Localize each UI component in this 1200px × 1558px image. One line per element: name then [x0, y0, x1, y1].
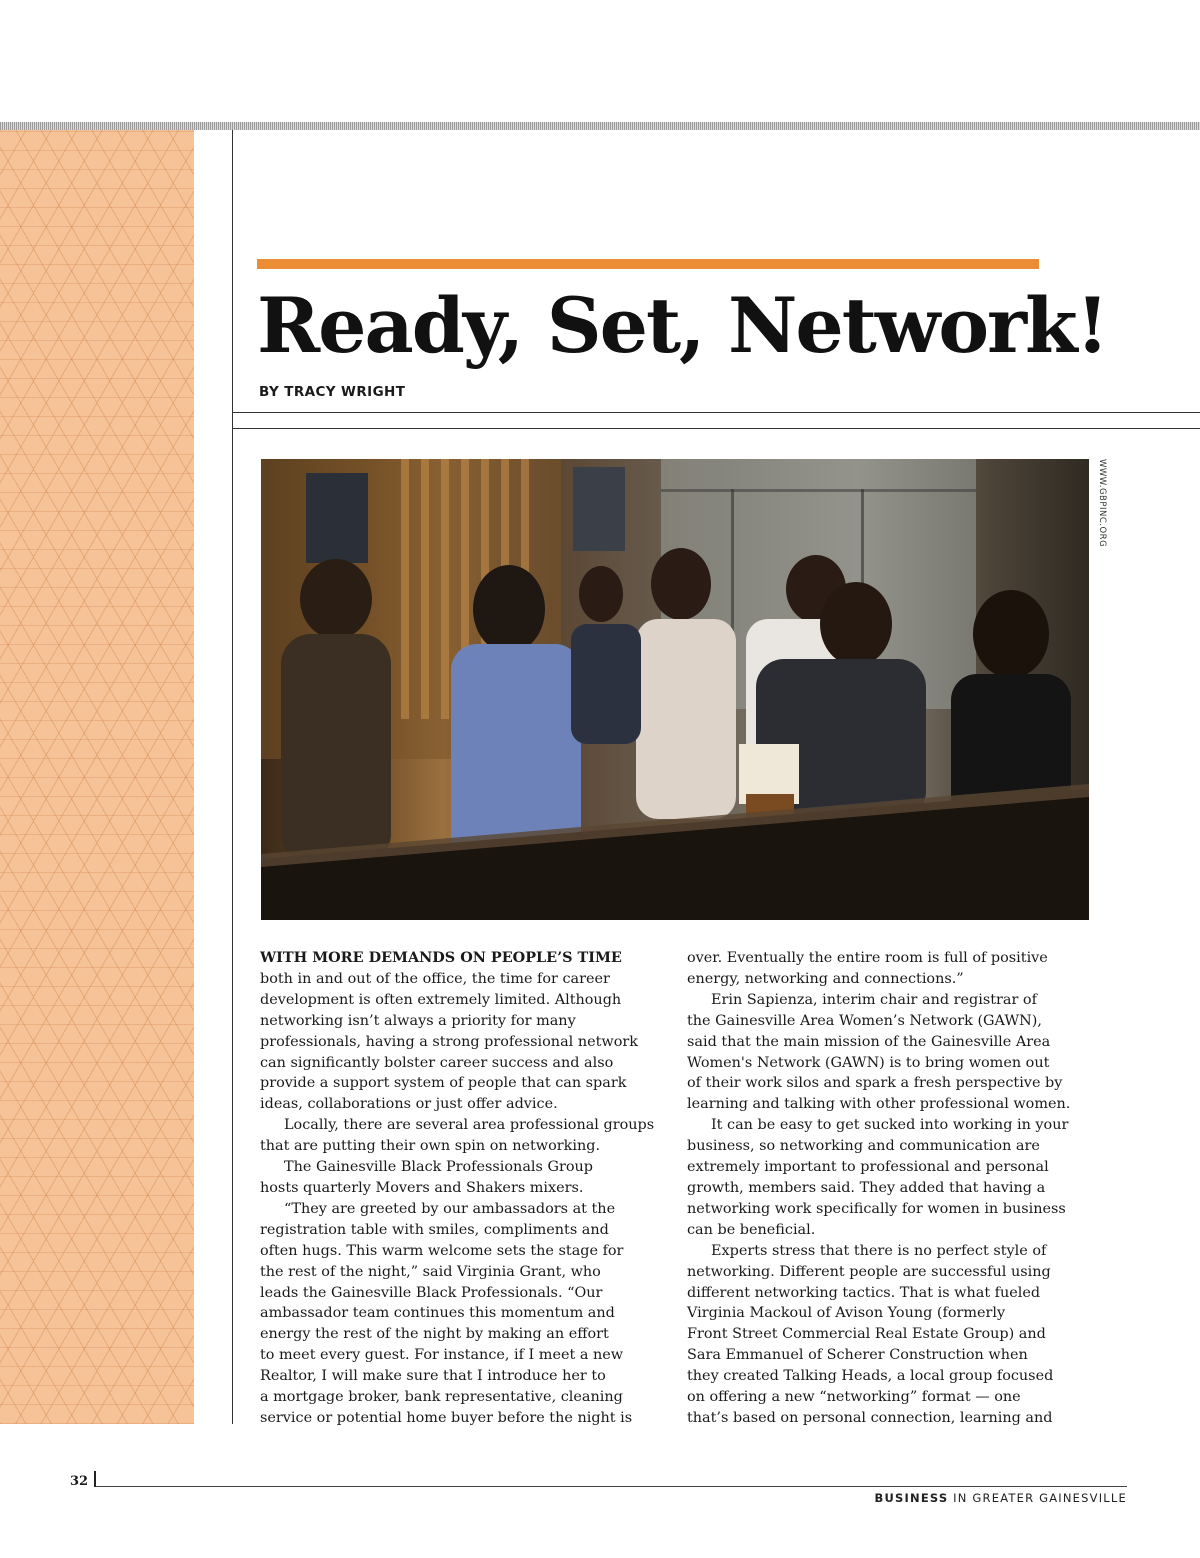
body-line: provide a support system of people that can spark	[260, 1075, 627, 1092]
article-column-left	[260, 948, 680, 1429]
page-number: 32	[70, 1474, 89, 1489]
body-line: ambassador team continues this momentum and	[260, 1305, 615, 1322]
body-line: learning and talking with other professional women.	[687, 1096, 1071, 1113]
body-line: different networking tactics. That is what fueled	[687, 1284, 1041, 1301]
body-line: energy, networking and connections.”	[687, 970, 964, 987]
top-pattern-band	[0, 122, 1200, 130]
body-line: the rest of the night,” said Virginia Grant, who	[260, 1263, 601, 1280]
body-line: that’s based on personal connection, learning and	[687, 1409, 1053, 1426]
body-line: professionals, having a strong professional network	[260, 1033, 638, 1050]
publication-name-rest: IN GREATER GAINESVILLE	[948, 1491, 1127, 1505]
body-line: networking. Different people are successful using	[687, 1263, 1051, 1280]
header-rule-top	[232, 412, 1200, 413]
lead-in-line	[260, 948, 680, 969]
footer-rule	[96, 1486, 1127, 1487]
body-line: said that the main mission of the Gainesville Area	[687, 1033, 1051, 1050]
body-line: the Gainesville Area Women’s Network (GAWN),	[687, 1012, 1042, 1029]
body-line: networking work specifically for women in business	[687, 1200, 1066, 1217]
decorative-side-pattern	[0, 130, 194, 1424]
body-line: Sara Emmanuel of Scherer Construction when	[687, 1347, 1028, 1364]
body-line: It can be easy to get sucked into working in your	[711, 1117, 1069, 1134]
body-line: “They are greeted by our ambassadors at the	[284, 1200, 616, 1217]
body-line: ideas, collaborations or just offer advice.	[260, 1096, 558, 1113]
body-line: Erin Sapienza, interim chair and registrar of	[711, 991, 1037, 1008]
body-line: on offering a new “networking” format — one	[687, 1389, 1021, 1406]
body-line: growth, members said. They added that having a	[687, 1179, 1046, 1196]
article-byline: BY TRACY WRIGHT	[259, 384, 406, 400]
body-line: development is often extremely limited. Although	[260, 991, 622, 1008]
body-line: networking isn’t always a priority for many	[260, 1012, 576, 1029]
body-line: business, so networking and communication are	[687, 1138, 1040, 1155]
networking-event-photo	[261, 459, 1089, 920]
body-line: Front Street Commercial Real Estate Group) and	[687, 1326, 1046, 1343]
headline-accent-bar	[257, 259, 1039, 269]
body-line: registration table with smiles, compliments and	[260, 1221, 609, 1238]
page-number-tick	[94, 1471, 96, 1487]
body-line: extremely important to professional and personal	[687, 1159, 1049, 1176]
body-line: often hugs. This warm welcome sets the stage for	[260, 1242, 624, 1259]
body-line: of their work silos and spark a fresh perspective by	[687, 1075, 1063, 1092]
article-column-right	[687, 948, 1107, 1429]
body-line: a mortgage broker, bank representative, cleaning	[260, 1389, 623, 1406]
body-line: that are putting their own spin on networking.	[260, 1138, 601, 1155]
body-line: Women's Network (GAWN) is to bring women out	[687, 1054, 1050, 1071]
body-line: over. Eventually the entire room is full of positive	[687, 950, 1048, 966]
column-divider-line	[232, 130, 233, 1424]
body-line: The Gainesville Black Professionals Group	[284, 1159, 593, 1176]
article-title: Ready, Set, Network!	[257, 281, 1108, 370]
lead-in: WITH MORE DEMANDS ON PEOPLE’S TIME	[260, 949, 622, 966]
body-line: hosts quarterly Movers and Shakers mixers.	[260, 1179, 584, 1196]
body-line: energy the rest of the night by making an effort	[260, 1326, 609, 1343]
body-line: Virginia Mackoul of Avison Young (formerly	[687, 1305, 1006, 1322]
publication-name-bold: BUSINESS	[874, 1491, 949, 1505]
body-line: can be beneficial.	[687, 1221, 816, 1238]
body-line: Experts stress that there is no perfect style of	[711, 1242, 1047, 1259]
photo-credit: WWW.GBPINC.ORG	[1097, 459, 1107, 548]
publication-name	[875, 1491, 1127, 1505]
header-rule-bottom	[232, 428, 1200, 429]
body-line: Locally, there are several area professional groups	[284, 1117, 655, 1134]
body-line: to meet every guest. For instance, if I meet a new	[260, 1347, 624, 1364]
body-line: can significantly bolster career success and also	[260, 1054, 614, 1071]
body-line: leads the Gainesville Black Professionals. “Our	[260, 1284, 603, 1301]
body-line: both in and out of the office, the time for career	[260, 970, 610, 987]
body-line: they created Talking Heads, a local group focused	[687, 1368, 1054, 1385]
body-line: Realtor, I will make sure that I introduce her to	[260, 1368, 606, 1385]
body-line: service or potential home buyer before the night is	[260, 1409, 633, 1426]
